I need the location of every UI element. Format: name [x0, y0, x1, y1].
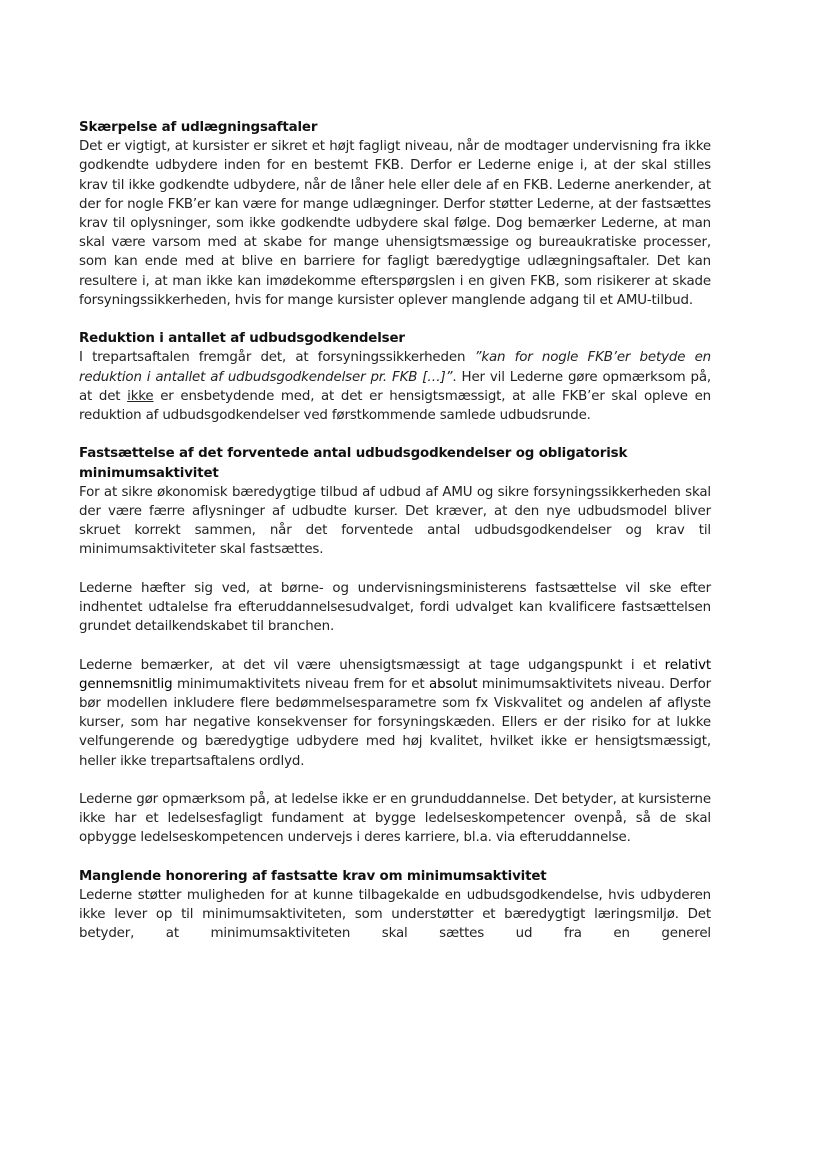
text-run: minimumaktivitets niveau frem for et [172, 676, 430, 692]
quote-text: ”kan for nogle FKB’er betyde en reduktion i antallet af udbudsgodkendelser pr. FKB […]” [79, 350, 711, 385]
emphasis-text: relativt gennemsnitlig [79, 657, 711, 692]
paragraph: Lederne gør opmærksom på, at ledelse ikke er en grunduddannelse. Det betyder, at kursisterne ikke har et ledelsesfagligt fundament at bygge ledelseskompetencer ovenpå, så de skal opbygge ledelseskompetencen undervejs i deres karriere, bl.a. via efteruddannelse. [79, 792, 711, 846]
emphasis-text: absolut [429, 676, 478, 692]
section-honorering [79, 867, 711, 944]
underlined-word: ikke [127, 388, 154, 404]
text-run: er ensbetydende med, at det er hensigtsmæssigt, at alle FKB’er skal opleve en reduktion af udbudsgodkendelser ved førstkommende samlede udbudsrunde. [79, 388, 711, 424]
paragraph: For at sikre økonomisk bæredygtige tilbud af udbud af AMU og sikre forsyningssikkerheden skal der være færre aflysninger af udbudte kurser. Det kræver, at den nye udbudsmodel bliver skruet korrekt sammen, når det forventede antal udbudsgodkendelser og krav til minimumsaktiviteter skal fastsættes. [79, 484, 711, 558]
paragraph: Lederne hæfter sig ved, at børne- og undervisningsministerens fastsættelse vil ske efter indhentet udtalelse fra efteruddannelsesudvalget, fordi udvalget kan kvalificere fastsættelsen grundet detailkendskabet til branchen. [79, 580, 711, 635]
paragraph: Det er vigtigt, at kursister er sikret et højt fagligt niveau, når de modtager undervisning fra ikke godkendte udbydere inden for en bestemt FKB. Derfor er Lederne enige i, at der skal stilles krav til ikke godkendte udbydere, når de låner hele eller dele af en FKB. Lederne anerkender, at der for nogle FKB’er kan være for mange udlægninger. Derfor støtter Lederne, at der fastsættes krav til oplysninger, som ikke godkendte udbydere skal følge. Dog bemærker Lederne, at man skal være varsom med at skabe for mange uhensigtsmæssige og bureaukratiske processer, som kan ende med at blive en barriere for fagligt bæredygtige udlægningsaftaler. Det kan resultere i, at man ikke kan imødekomme efterspørgslen i en given FKB, som risikerer at skade forsyningssikkerheden, hvis for mange kursister oplever manglende adgang til et AMU-tilbud. [79, 139, 711, 308]
paragraph [79, 348, 711, 425]
paragraph [79, 656, 711, 771]
text-run: I trepartsaftalen fremgår det, at forsyningssikkerheden [79, 350, 475, 366]
document-page [79, 118, 711, 944]
section-fastsaettelse [79, 444, 711, 847]
section-heading: Manglende honorering af fastsatte krav om minimumsaktivitet [79, 868, 547, 884]
section-heading: Skærpelse af udlægningsaftaler [79, 120, 318, 135]
paragraph: Lederne støtter muligheden for at kunne tilbagekalde en udbudsgodkendelse, hvis udbyderen ikke lever op til minimumsaktiviteten, som understøtter et bæredygtigt læringsmiljø. Det betyder, at minimumsaktiviteten skal sættes ud fra en generel [79, 888, 711, 942]
text-run: . Her vil Lederne gøre opmærksom på, at det [79, 369, 711, 404]
section-udlaegningsaftaler [79, 118, 711, 310]
text-run: Lederne bemærker, at det vil være uhensigtsmæssigt at tage udgangspunkt i et [79, 657, 665, 673]
section-reduktion [79, 329, 711, 425]
section-heading: Reduktion i antallet af udbudsgodkendelser [79, 331, 405, 347]
section-heading: Fastsættelse af det forventede antal udbudsgodkendelser og obligatorisk minimumsaktivitet [79, 446, 628, 481]
text-run: minimumsaktivitets niveau. Derfor bør modellen inkludere flere bedømmelsesparametre som fx Viskvalitet og andelen af aflyste kurser, som har negative konsekvenser for forsyningskæden. Ellers er der risiko for at lukke velfungerende og bæredygtige udbydere med høj kvalitet, hvilket ikke er hensigtsmæssigt, heller ikke trepartsaftalens ordlyd. [79, 676, 711, 769]
